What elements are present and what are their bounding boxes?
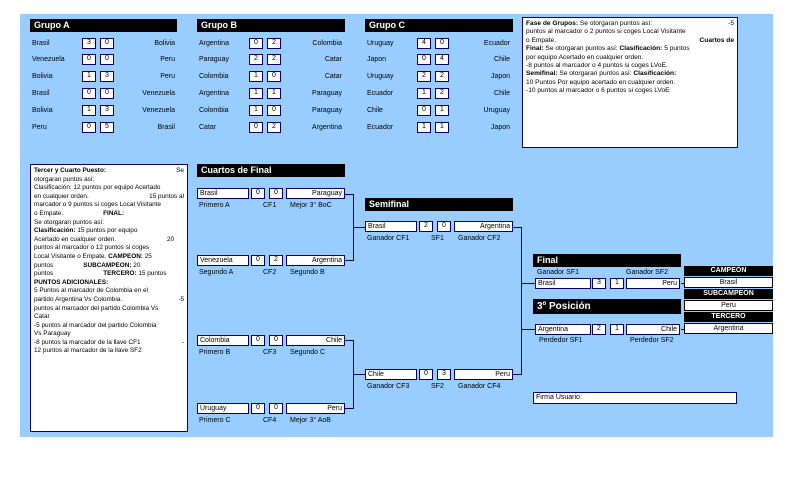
group-match-home: Catar [199,124,217,131]
group-b-header: Grupo B [197,19,345,32]
quarterfinal-home-team[interactable]: Venezuela [197,255,249,266]
group-match-home: Bolivia [32,107,53,114]
group-match-home-score[interactable]: 2 [417,71,431,82]
quarterfinal-label-right: Segundo C [290,349,326,356]
group-match-home: Peru [32,124,47,131]
group-match-away: Paraguay [312,90,342,97]
quarterfinal-label-right: Mejor 3° AoB [290,417,331,424]
bracket-line [513,374,521,375]
quarterfinal-away-score[interactable]: 0 [269,188,283,199]
group-match-away: Catar [324,73,342,80]
third-label-sf1: Perdedor SF1 [539,337,583,344]
group-match-home: Japon [367,56,387,63]
group-match-home-score[interactable]: 2 [249,54,263,65]
quarterfinal-home-score[interactable]: 0 [251,403,265,414]
quarterfinal-label-code: CF3 [263,349,277,356]
group-match-home-score[interactable]: 1 [417,88,431,99]
group-a-header: Grupo A [30,19,177,32]
group-match-away-score[interactable]: 2 [267,54,281,65]
group-match-home-score[interactable]: 1 [249,88,263,99]
bracket-line [513,227,521,228]
quarterfinal-label-right: Segundo B [290,269,325,276]
group-match-away-score[interactable]: 5 [100,122,114,133]
group-match-away: Argentina [312,124,342,131]
group-match-home-score[interactable]: 1 [82,71,96,82]
group-match-away-score[interactable]: 3 [100,105,114,116]
final-header: Final [533,254,681,267]
semifinal-label-left: Ganador CF3 [367,383,410,390]
group-match-home: Argentina [199,40,229,47]
group-match-away-score[interactable]: 3 [100,71,114,82]
semifinal-away-team[interactable]: Peru [454,369,513,380]
group-match-away-score[interactable]: 2 [267,38,281,49]
group-match-home: Ecuador [367,90,394,97]
bracket-line [521,283,535,284]
group-match-away-score[interactable]: 0 [435,38,449,49]
quarterfinal-away-team[interactable]: Paraguay [286,188,345,199]
group-match-home-score[interactable]: 0 [82,88,96,99]
group-match-away-score[interactable]: 0 [100,54,114,65]
group-match-away: Venezuela [142,90,175,97]
signature-label: Firma Usuario: [536,394,582,401]
final-label-sf1: Ganador SF1 [537,269,580,276]
bracket-line [353,227,365,228]
quarterfinal-home-score[interactable]: 0 [251,188,265,199]
third-label-sf2: Perdedor SF2 [630,337,674,344]
quarterfinal-home-team[interactable]: Colombia [197,335,249,346]
third-value[interactable]: Argentina [684,323,773,334]
quarterfinal-away-team[interactable]: Argentina [286,255,345,266]
semis-header: Semifinal [365,198,513,211]
group-match-home: Colombia [199,107,229,114]
group-match-away-score[interactable]: 2 [435,88,449,99]
group-match-home: Brasil [32,40,50,47]
semifinal-home-team[interactable]: Brasil [365,221,417,232]
group-match-away: Paraguay [312,107,342,114]
worksheet [20,14,773,437]
quarterfinal-label-left: Primero A [199,202,230,209]
group-match-away: Colombia [312,40,342,47]
group-match-home-score[interactable]: 3 [82,38,96,49]
quarterfinal-home-team[interactable]: Brasil [197,188,249,199]
group-match-home: Brasil [32,90,50,97]
quarterfinal-away-score[interactable]: 2 [269,255,283,266]
group-match-away: Japon [490,124,510,131]
semifinal-label-right: Ganador CF4 [458,383,501,390]
quarterfinal-label-left: Primero B [199,349,231,356]
bracket-line [345,260,353,261]
quarters-header: Cuartos de Final [197,164,345,177]
group-match-away-score[interactable]: 2 [435,71,449,82]
group-match-away: Brasil [157,124,175,131]
group-match-away: Chile [494,90,510,97]
bracket-line [345,340,353,341]
group-match-away-score[interactable]: 1 [267,88,281,99]
third-place-header: 3º Posición [533,299,681,314]
quarterfinal-label-code: CF4 [263,417,277,424]
group-match-away: Peru [160,73,175,80]
group-match-home: Colombia [199,73,229,80]
quarterfinal-home-score[interactable]: 0 [251,335,265,346]
group-match-home: Uruguay [367,73,394,80]
group-match-away: Ecuador [483,40,510,47]
third-home-score[interactable]: 2 [592,324,606,335]
bracket-line [681,329,684,330]
quarterfinal-away-score[interactable]: 0 [269,335,283,346]
group-match-away-score[interactable]: 0 [267,71,281,82]
final-away-team[interactable]: Peru [626,278,680,289]
group-match-home-score[interactable]: 0 [82,122,96,133]
semifinal-label-code: SF1 [431,235,444,242]
quarterfinal-label-code: CF2 [263,269,277,276]
group-match-home-score[interactable]: 0 [249,38,263,49]
group-match-away: Uruguay [483,107,510,114]
group-match-home: Bolivia [32,73,53,80]
group-match-home: Ecuador [367,124,394,131]
runner-up-value[interactable]: Peru [684,300,773,311]
group-match-home-score[interactable]: 4 [417,38,431,49]
group-match-away-score[interactable]: 0 [100,88,114,99]
final-home-score[interactable]: 3 [592,278,606,289]
quarterfinal-home-team[interactable]: Uruguay [197,403,249,414]
third-away-team[interactable]: Chile [626,324,680,335]
group-match-away-score[interactable]: 0 [100,38,114,49]
group-match-home-score[interactable]: 1 [249,105,263,116]
group-match-home-score[interactable]: 1 [249,71,263,82]
bracket-line [521,329,535,330]
bracket-line [681,283,684,284]
champion-label: CAMPEÓN [684,266,773,276]
group-match-home-score[interactable]: 0 [417,54,431,65]
group-match-home: Paraguay [199,56,229,63]
group-match-away: Venezuela [142,107,175,114]
group-match-home: Chile [367,107,383,114]
semifinal-home-team[interactable]: Chile [365,369,417,380]
semifinal-away-score[interactable]: 0 [437,221,451,232]
group-match-away-score[interactable]: 2 [267,122,281,133]
semifinal-label-code: SF2 [431,383,444,390]
group-match-home: Venezuela [32,56,65,63]
group-rules-panel: Fase de Grupos: Se otorgaran puntos así: -5 puntos al marcador o 2 puntos si coges Local Visitante o Empate. Cuartos de Final: Se otorgaran puntos así: Clasificación: 5 puntos por equipo Acertado en cualquier orden. -8 puntos al marcador o 4 puntos si coges LVoE. Semifinal: Se otorgaran puntos así: Clasificación: 10 Puntos Por equipo acertado en cualquier orden. -10 puntos al marcador o 6 puntos si coges LVoE [522,17,738,148]
third-home-team[interactable]: Argentina [535,324,591,335]
quarterfinal-home-score[interactable]: 0 [251,255,265,266]
group-match-away-score[interactable]: 4 [435,54,449,65]
group-match-away-score[interactable]: 0 [267,105,281,116]
semifinal-label-right: Ganador CF2 [458,235,501,242]
group-match-away: Japon [490,73,510,80]
quarterfinal-label-left: Segundo A [199,269,234,276]
group-match-home: Uruguay [367,40,394,47]
quarterfinal-away-team[interactable]: Peru [286,403,345,414]
bracket-line [521,227,522,375]
quarterfinal-label-left: Primero C [199,417,231,424]
group-c-header: Grupo C [365,19,513,32]
semifinal-away-score[interactable]: 3 [437,369,451,380]
semifinal-away-team[interactable]: Argentina [454,221,513,232]
group-match-away: Bolivia [154,40,175,47]
quarterfinal-away-team[interactable]: Chile [286,335,345,346]
semifinal-home-score[interactable]: 2 [419,221,433,232]
third-away-score[interactable]: 1 [610,324,624,335]
final-home-team[interactable]: Brasil [535,278,591,289]
group-match-home-score[interactable]: 1 [417,122,431,133]
semifinal-label-left: Ganador CF1 [367,235,410,242]
group-match-home-score[interactable]: 0 [82,54,96,65]
group-match-away-score[interactable]: 1 [435,105,449,116]
champion-value[interactable]: Brasil [684,277,773,288]
group-match-away-score[interactable]: 1 [435,122,449,133]
group-match-home-score[interactable]: 1 [82,105,96,116]
quarterfinal-label-right: Mejor 3° BoC [290,202,332,209]
group-match-away: Chile [494,56,510,63]
bracket-line [353,374,365,375]
third-label: TERCERO [684,312,773,322]
group-match-home-score[interactable]: 0 [249,122,263,133]
bracket-line [345,194,353,195]
semifinal-home-score[interactable]: 0 [419,369,433,380]
signature-field[interactable] [533,392,737,404]
group-match-home: Argentina [199,90,229,97]
runner-up-label: SUBCAMPEÓN [684,289,773,299]
third-final-rules-panel: Tercer y Cuarto Puesto: Se otorgaran puntos así: Clasificación: 12 puntos por equipo Acertado en cualquier orden. 15 puntos al marcador o 9 puntos si coges Local Visitante o Empate. FINAL: Se otorgaran puntos así: Clasificación: 15 puntos por equipo Acertado en cualquier orden. 20 puntos al marcador o 12 puntos si coges Local Visitante o Empate. CAMPEON: 25 puntos SUBCAMPEON: 20 puntos TERCERO: 15 puntos PUNTOS ADICIONALES: 5 Puntos al marcador de Colombia en el partido Argentina Vs Colombia. -5 puntos al marcador del partido Colombia Vs Catar -5 puntos al marcador del partido Colombia Vs Paraguay -8 puntos la marcador de la llave CF1 - 12 puntos al marcador de la llave SF2 [30,164,188,432]
group-match-away: Catar [324,56,342,63]
bracket-line [345,408,353,409]
final-label-sf2: Ganador SF2 [626,269,669,276]
final-away-score[interactable]: 1 [610,278,624,289]
group-match-away: Peru [160,56,175,63]
group-match-home-score[interactable]: 0 [417,105,431,116]
quarterfinal-label-code: CF1 [263,202,277,209]
quarterfinal-away-score[interactable]: 0 [269,403,283,414]
